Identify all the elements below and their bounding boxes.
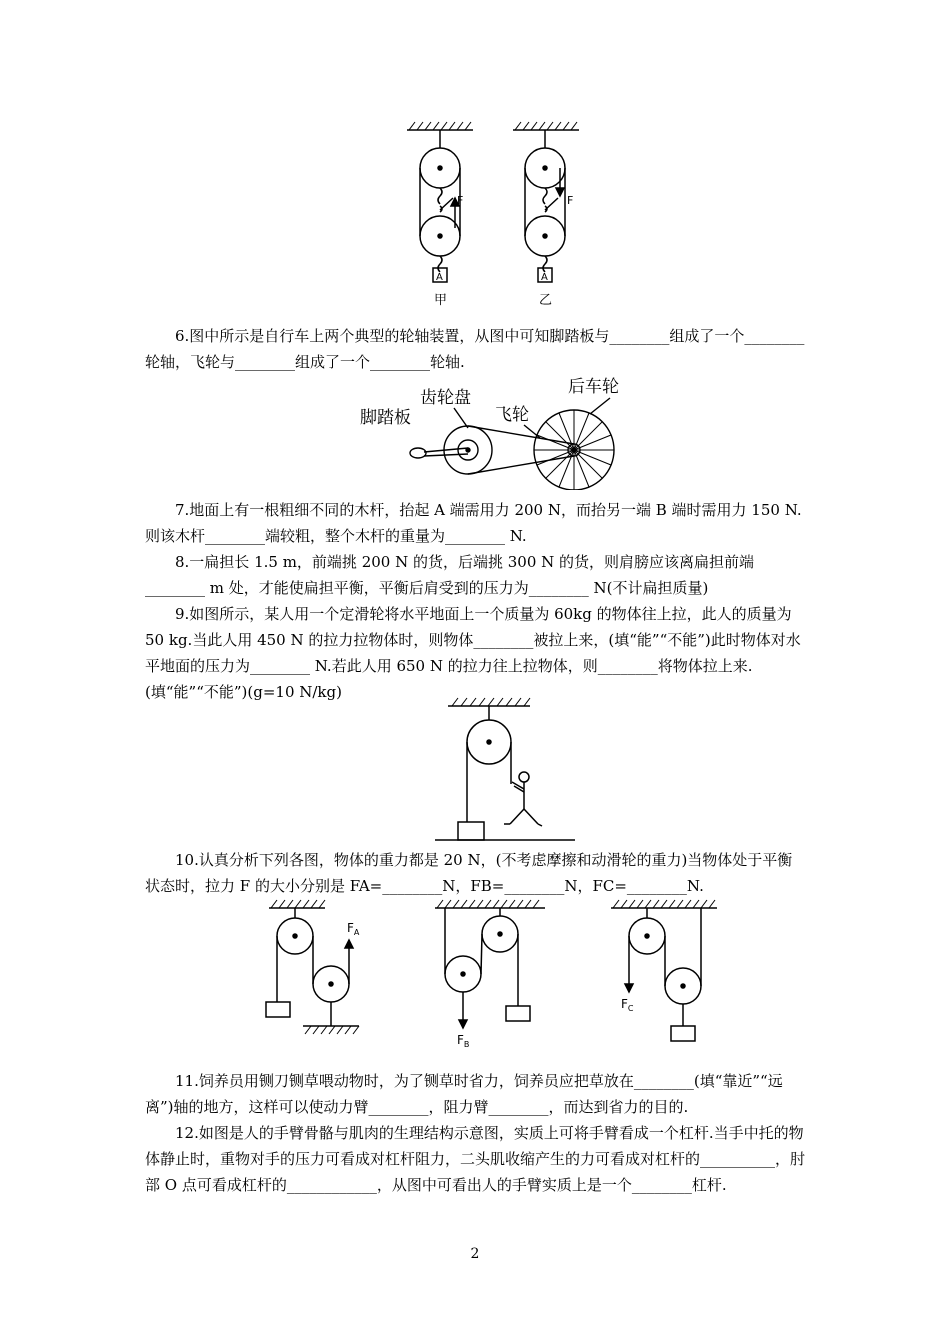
fixed-pulley-figure: [430, 694, 580, 844]
question-8: 8.一扁担长 1.5 m，前端挑 200 N 的货，后端挑 300 N 的货，则肩膀应该离扁担前端________ m 处，才能使扁担平衡，平衡后肩受到的压力为________ N(不计扁担质量): [145, 553, 755, 597]
rear-wheel-label: 后车轮: [568, 377, 619, 397]
force-label-yi: F: [567, 194, 574, 207]
flywheel-label: 飞轮: [495, 405, 529, 425]
question-11: 11.饲养员用铡刀铡草喂动物时，为了铡草时省力，饲养员应把草放在________(填“靠近”“远离”)轴的地方，这样可以使动力臂________，阻力臂________，而达到省力的目的.: [145, 1072, 783, 1116]
question-9: 9.如图所示，某人用一个定滑轮将水平地面上一个质量为 60kg 的物体往上拉，此人的质量为 50 kg.当此人用 450 N 的拉力拉物体时，则物体________被拉上来，(填“能”“不能”)此时物体对水平地面的压力为________ N.若此人用 650 N 的拉力往上拉物体，则________将物体拉上来.(填“能”“不能”)(g=10 N/kg): [145, 605, 801, 701]
question-6: 6.图中所示是自行车上两个典型的轮轴装置，从图中可知脚踏板与________组成了一个________轮轴，飞轮与________组成了一个________轮轴.: [145, 327, 805, 371]
fc-label: $F_C$: [621, 997, 634, 1013]
page-number: 2: [470, 1246, 480, 1262]
fb-label: $F_B$: [457, 1033, 470, 1049]
chainring-label: 齿轮盘: [420, 388, 471, 408]
question-7: 7.地面上有一根粗细不同的木杆，抬起 A 端需用力 200 N，而抬另一端 B 端时需用力 150 N.则该木杆________端较粗，整个木杆的重量为________ N.: [145, 501, 802, 545]
pedal-label: 脚踏板: [360, 408, 411, 428]
label-yi: 乙: [539, 293, 553, 308]
question-10: 10.认真分析下列各图，物体的重力都是 20 N，(不考虑摩擦和动滑轮的重力)当物体处于平衡状态时，拉力 F 的大小分别是 FA=________N，FB=________N，FC=________N.: [145, 851, 793, 895]
block-label-yi: A: [541, 272, 548, 283]
bicycle-figure: [350, 370, 640, 490]
force-label-jia: F: [457, 194, 464, 207]
block-label-jia: A: [436, 272, 443, 283]
three-pulley-figure: [255, 898, 725, 1053]
fa-label: $F_A$: [347, 921, 360, 937]
label-jia: 甲: [434, 293, 448, 308]
question-12: 12.如图是人的手臂骨骼与肌肉的生理结构示意图，实质上可将手臂看成一个杠杆.当手中托的物体静止时，重物对手的压力可看成对杠杆阻力，二头肌收缩产生的力可看成对杠杆的__________，肘部 O 点可看成杠杆的____________，从图中可看出人的手臂实质上是一个________杠杆.: [145, 1124, 806, 1194]
pulley-pair-figure: [395, 118, 595, 313]
